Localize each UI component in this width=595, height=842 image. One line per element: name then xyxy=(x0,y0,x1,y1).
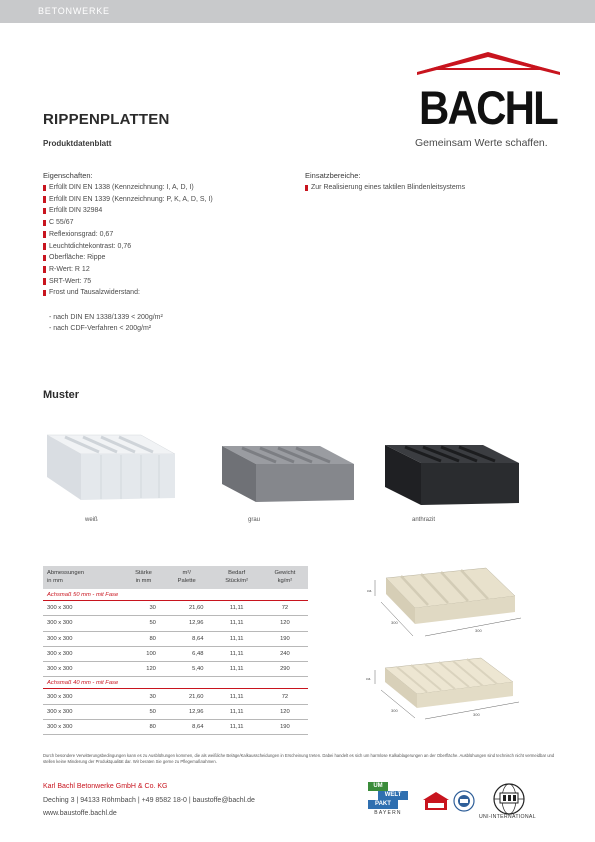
table-header-line: Bedarf xyxy=(228,570,246,576)
table-cell: 6,48 xyxy=(162,646,212,661)
table-cell: 300 x 300 xyxy=(43,616,125,631)
properties-sub-list xyxy=(43,313,163,335)
table-cell: 21,60 xyxy=(162,689,212,704)
table-section-label: Achsmaß 50 mm - mit Fase xyxy=(43,589,308,601)
bullet-marker xyxy=(43,278,46,285)
table-cell: 120 xyxy=(125,662,162,677)
table-cell: 100 xyxy=(125,646,162,661)
bullet-marker xyxy=(43,196,46,203)
bullet-marker xyxy=(43,220,46,227)
table-cell: 50 xyxy=(125,616,162,631)
table-cell: 72 xyxy=(262,689,308,704)
table-cell: 240 xyxy=(262,646,308,661)
spec-table xyxy=(43,566,308,735)
bullet-marker xyxy=(43,290,46,297)
properties-list xyxy=(43,182,213,299)
table-cell: 80 xyxy=(125,631,162,646)
bullet-marker xyxy=(43,266,46,273)
table-section-label: Achsmaß 40 mm - mit Fase xyxy=(43,677,308,689)
table-cell: 72 xyxy=(262,601,308,616)
table-row xyxy=(43,720,308,735)
umwelt-bayern: BAYERN xyxy=(374,810,402,816)
uni-international-label: UNI-INTERNATIONAL xyxy=(479,814,536,820)
table-row xyxy=(43,689,308,704)
bullet-marker xyxy=(43,255,46,262)
table-cell: 300 x 300 xyxy=(43,689,125,704)
table-cell: 50 xyxy=(125,704,162,719)
table-header-line: Abmessungen xyxy=(47,570,85,576)
table-header xyxy=(211,566,261,589)
table-header xyxy=(43,566,125,589)
table-cell: 12,96 xyxy=(162,704,212,719)
bullet-marker xyxy=(43,243,46,250)
property-item xyxy=(43,182,213,194)
table-header-line: Stück/m² xyxy=(225,577,249,584)
table-cell: 11,11 xyxy=(211,631,261,646)
table-cell: 11,11 xyxy=(211,601,261,616)
table-cell: 11,11 xyxy=(211,662,261,677)
table-cell: 120 xyxy=(262,616,308,631)
table-cell: 8,64 xyxy=(162,720,212,735)
table-cell: 190 xyxy=(262,720,308,735)
table-cell: 300 x 300 xyxy=(43,601,125,616)
top-bar xyxy=(0,0,595,23)
property-item xyxy=(43,194,213,206)
usage-item-text: Zur Realisierung eines taktilen Blindenleitsystems xyxy=(311,184,466,191)
sample-label-grey: grau xyxy=(248,517,261,523)
property-item-text: Erfüllt DIN 32984 xyxy=(49,207,103,215)
drawing-rib-40 xyxy=(353,656,533,731)
usage-list xyxy=(305,182,465,194)
table-cell: 300 x 300 xyxy=(43,631,125,646)
quality-seal-icon xyxy=(421,790,451,817)
table-cell: 12,96 xyxy=(162,616,212,631)
table-cell: 300 x 300 xyxy=(43,704,125,719)
table-row xyxy=(43,616,308,631)
property-item xyxy=(43,252,213,264)
table-row xyxy=(43,601,308,616)
sample-white-image xyxy=(39,432,181,509)
property-sub-item: - nach CDF-Verfahren < 200g/m² xyxy=(49,324,152,332)
table-header xyxy=(262,566,308,589)
umweltpakt-badge xyxy=(368,782,408,816)
table-cell: 11,11 xyxy=(211,720,261,735)
table-cell: 8,64 xyxy=(162,631,212,646)
table-cell: 11,11 xyxy=(211,616,261,631)
drawing-rib-50 xyxy=(353,566,533,649)
table-row xyxy=(43,662,308,677)
property-item-text: Erfüllt DIN EN 1339 (Kennzeichnung: P, K, A, D, S, I) xyxy=(49,195,213,203)
property-item-text: Reflexionsgrad: 0,67 xyxy=(49,230,114,238)
table-cell: 21,60 xyxy=(162,601,212,616)
usage-item xyxy=(305,182,465,194)
table-header-line: in mm xyxy=(135,577,152,584)
properties-heading: Eigenschaften: xyxy=(43,171,93,180)
table-cell: 5,40 xyxy=(162,662,212,677)
property-item-text: Frost und Tausalzwiderstand: xyxy=(49,289,140,297)
table-cell: 300 x 300 xyxy=(43,720,125,735)
property-item xyxy=(43,229,213,241)
bullet-marker xyxy=(43,185,46,192)
umwelt-welt: WELT xyxy=(378,791,408,800)
brand-slogan: Gemeinsam Werte schaffen. xyxy=(415,137,548,149)
samples-heading: Muster xyxy=(43,389,80,401)
company-name: Karl Bachl Betonwerke GmbH & Co. KG xyxy=(43,783,168,790)
svg-text:ca.: ca. xyxy=(366,676,372,681)
table-cell: 30 xyxy=(125,689,162,704)
property-item-text: Erfüllt DIN EN 1338 (Kennzeichnung: I, A, D, I) xyxy=(49,184,194,191)
table-row xyxy=(43,646,308,661)
property-item-text: Leuchtdichtekontrast: 0,76 xyxy=(49,242,132,250)
sample-label-anthracite: anthrazit xyxy=(412,517,436,523)
table-cell: 290 xyxy=(262,662,308,677)
property-item-text: R-Wert: R 12 xyxy=(49,265,90,273)
svg-text:300: 300 xyxy=(391,708,398,713)
property-item xyxy=(43,276,213,288)
table-header-line: Stärke xyxy=(135,570,152,576)
property-item xyxy=(43,264,213,276)
logo-text: BACHL xyxy=(419,81,559,127)
table-header-line: m²/ xyxy=(182,570,191,576)
company-address: Deching 3 | 94133 Röhrnbach | +49 8582 18-0 | baustoffe@bachl.de xyxy=(43,797,255,804)
table-cell: 11,11 xyxy=(211,704,261,719)
property-item-text: SRT-Wert: 75 xyxy=(49,277,92,285)
table-cell: 11,11 xyxy=(211,689,261,704)
table-header-line: kg/m² xyxy=(277,577,293,584)
umwelt-pakt: PAKT xyxy=(368,800,398,809)
table-row xyxy=(43,704,308,719)
bachl-logo xyxy=(417,50,560,127)
property-item xyxy=(43,287,213,299)
property-item-text: Oberfläche: Rippe xyxy=(49,254,106,262)
bullet-marker xyxy=(43,231,46,238)
website-link[interactable]: www.baustoffe.bachl.de xyxy=(43,810,117,817)
sample-anthracite-image xyxy=(383,443,525,514)
umwelt-um: UM xyxy=(368,782,388,791)
page-title: RIPPENPLATTEN xyxy=(43,111,170,128)
category-label: BETONWERKE xyxy=(38,6,110,16)
table-header xyxy=(162,566,212,589)
table-cell: 80 xyxy=(125,720,162,735)
svg-text:300: 300 xyxy=(391,620,398,625)
table-header-line: in mm xyxy=(47,577,63,584)
bullet-marker xyxy=(305,185,308,192)
table-cell: 190 xyxy=(262,631,308,646)
property-item xyxy=(43,217,213,229)
certification-seal-icon xyxy=(453,790,475,817)
table-cell: 11,11 xyxy=(211,646,261,661)
sample-label-white: weiß xyxy=(85,517,98,523)
table-header-line: Gewicht xyxy=(274,570,296,576)
svg-text:ca.: ca. xyxy=(367,588,373,593)
footnote: Durch besondere Verwitterungsbedingungen kann es zu Ausblühungen kommen, die als weißliche Beläge/Kalkausscheidungen in Erscheinung treten. Dabei handelt es sich um harmlose Kalkablagerungen an der Oberfläche. Ausblühungen sind technisch nicht vermeidbar und stellen keine Minderung der Produktqualität dar. Wir beraten Sie gerne zu Pflegemaßnahmen. xyxy=(43,753,555,764)
sample-grey-image xyxy=(218,444,360,511)
property-sub-item: - nach DIN EN 1338/1339 < 200g/m² xyxy=(49,314,163,321)
bullet-marker xyxy=(43,208,46,215)
table-cell: 30 xyxy=(125,601,162,616)
table-cell: 300 x 300 xyxy=(43,646,125,661)
table-row xyxy=(43,631,308,646)
svg-text:300: 300 xyxy=(473,712,480,717)
table-cell: 120 xyxy=(262,704,308,719)
table-cell: 300 x 300 xyxy=(43,662,125,677)
svg-text:300: 300 xyxy=(475,628,482,633)
table-header xyxy=(125,566,162,589)
property-item xyxy=(43,241,213,253)
table-header-line: Palette xyxy=(177,577,196,584)
usage-heading: Einsatzbereiche: xyxy=(305,171,361,180)
page-subtitle: Produktdatenblatt xyxy=(43,139,112,148)
property-item-text: C 55/67 xyxy=(49,219,74,227)
property-item xyxy=(43,205,213,217)
